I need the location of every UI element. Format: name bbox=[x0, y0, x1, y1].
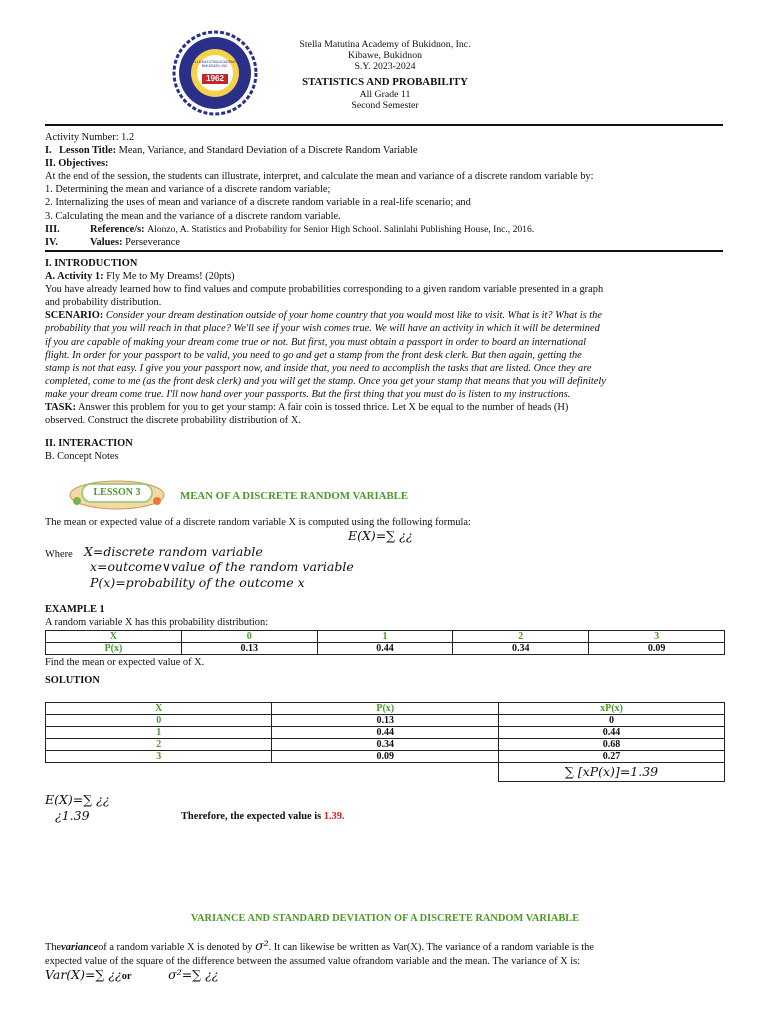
table-cell: 3 bbox=[589, 631, 725, 643]
table-cell: P(x) bbox=[46, 643, 182, 655]
subject-title: STATISTICS AND PROBABILITY bbox=[302, 75, 468, 88]
table-cell: 0.44 bbox=[317, 643, 453, 655]
task-line: TASK: Answer this problem for you to get your stamp: A fair coin is tossed thrice. Let X be equal to the number of heads (H) bbox=[45, 402, 569, 414]
table-cell: 2 bbox=[46, 739, 272, 751]
table-cell: 0.68 bbox=[499, 739, 725, 751]
table-cell: 0.34 bbox=[272, 739, 499, 751]
example-question: Find the mean or expected value of X. bbox=[45, 657, 205, 668]
lesson-title: MEAN OF A DISCRETE RANDOM VARIABLE bbox=[180, 490, 409, 502]
task-text: observed. Construct the discrete probability distribution of X. bbox=[45, 415, 301, 427]
lesson-title-line: I. Lesson Title: Mean, Variance, and Standard Deviation of a Discrete Random Variable bbox=[45, 145, 418, 157]
school-year: S.Y. 2023-2024 bbox=[354, 61, 416, 73]
probability-table bbox=[45, 630, 725, 655]
table-cell: 1 bbox=[317, 631, 453, 643]
lesson-badge-label: LESSON 3 bbox=[93, 487, 141, 498]
section-divider bbox=[45, 250, 723, 252]
where-definition: X=discrete random variable bbox=[84, 544, 263, 559]
variance-definition: Thevarianceof a random variable X is denoted by σ². It can likewise be written as Var(X). The variance of a random variable is the bbox=[45, 938, 594, 953]
introduction-heading: I. INTRODUCTION bbox=[45, 258, 138, 269]
table-cell: 0.09 bbox=[272, 751, 499, 763]
where-definition: x=outcome∨value of the random variable bbox=[90, 559, 354, 574]
lesson-badge bbox=[68, 477, 166, 511]
table-cell: 0.09 bbox=[589, 643, 725, 655]
where-definition: P(x)=probability of the outcome x bbox=[90, 575, 305, 590]
scenario-text: if you are capable of making your dream come true or not. But first, you must obtain a passport in order to board an international bbox=[45, 336, 587, 348]
table-cell: 0.27 bbox=[499, 751, 725, 763]
scenario-text: probability that you will reach in that place? We'll see if your wish comes true. We will have an activity in which it will be determined bbox=[45, 323, 600, 335]
intro-paragraph-cont: and probability distribution. bbox=[45, 297, 162, 309]
school-location: Kibawe, Bukidnon bbox=[347, 50, 422, 62]
objectives-intro: At the end of the session, the students can illustrate, interpret, and calculate the mean and variance of a discrete random variable by: bbox=[45, 171, 594, 183]
where-label: Where bbox=[45, 549, 73, 560]
concept-notes: B. Concept Notes bbox=[45, 451, 119, 463]
solution-heading: SOLUTION bbox=[45, 675, 100, 686]
table-cell: 2 bbox=[453, 631, 589, 643]
table-cell: X bbox=[46, 703, 272, 715]
interaction-heading: II. INTERACTION bbox=[45, 438, 133, 449]
table-cell: 0.13 bbox=[181, 643, 317, 655]
table-cell: 0.44 bbox=[272, 727, 499, 739]
example-text: A random variable X has this probability distribution: bbox=[45, 617, 269, 628]
objective-item: 3. Calculating the mean and the variance of a discrete random variable. bbox=[45, 210, 341, 222]
objective-item: 2. Internalizing the uses of mean and variance of a discrete random variable in a real-life scenario; and bbox=[45, 197, 471, 209]
solution-table bbox=[45, 702, 725, 782]
table-cell: 0.44 bbox=[499, 727, 725, 739]
semester: Second Semester bbox=[351, 99, 419, 111]
variance-title: VARIANCE AND STANDARD DEVIATION OF A DISCRETE RANDOM VARIABLE bbox=[190, 913, 580, 924]
table-cell: 3 bbox=[46, 751, 272, 763]
table-cell: 0.13 bbox=[272, 715, 499, 727]
example-heading: EXAMPLE 1 bbox=[45, 604, 105, 615]
reference-line: III. Reference/s: Alonzo, A. Statistics and Probability for Senior High School. Salinlahi Publishing House, Inc., 2016. bbox=[45, 223, 535, 235]
objectives-label: II. Objectives: bbox=[45, 158, 109, 170]
scenario-line: SCENARIO: Consider your dream destination outside of your home country that you would most like to visit. What is it? What is the bbox=[45, 310, 602, 322]
seal-text: STELLA MATUTINA ACADEMY OF BUKIDNON, INC. bbox=[188, 60, 242, 68]
expected-value-conclusion: Therefore, the expected value is 1.39. bbox=[181, 811, 345, 822]
expected-value-formula: E(X)=∑ ¿¿ bbox=[45, 792, 110, 807]
table-cell: 1 bbox=[46, 727, 272, 739]
mean-formula: E(X)=∑ ¿¿ bbox=[348, 528, 413, 543]
expected-value-result: ¿1.39 bbox=[55, 808, 90, 823]
values-line: IV. Values: Perseverance bbox=[45, 236, 180, 248]
table-cell: 0.34 bbox=[453, 643, 589, 655]
seal-year: 1962 bbox=[206, 74, 224, 83]
table-cell: P(x) bbox=[272, 703, 499, 715]
variance-definition-cont: expected value of the square of the difference between the assumed value ofrandom variable and the mean. The variance of X is: bbox=[45, 956, 581, 967]
scenario-text: make your dream come true. I'll now hand over your passports. But the first thing that you must do is listen to my instructions. bbox=[45, 388, 571, 400]
mean-definition: The mean or expected value of a discrete random variable X is computed using the following formula: bbox=[45, 517, 471, 528]
table-cell: 0 bbox=[46, 715, 272, 727]
table-cell: 0 bbox=[499, 715, 725, 727]
table-cell: xP(x) bbox=[499, 703, 725, 715]
header-divider bbox=[45, 124, 723, 126]
activity-number: Activity Number: 1.2 bbox=[45, 132, 135, 143]
table-sum-cell: ∑ [xP(x)]=1.39 bbox=[499, 763, 725, 782]
intro-paragraph: You have already learned how to find values and compute probabilities corresponding to a given random variable presented in a graph bbox=[45, 284, 604, 296]
scenario-text: stamp is not that easy. I give you your passport now, and inside that, you need to accomplish the tasks that are listed. Once they are bbox=[45, 362, 592, 374]
variance-formulas: Var(X)=∑ ¿¿or σ²=∑ ¿¿ bbox=[45, 967, 219, 982]
objective-item: 1. Determining the mean and variance of a discrete random variable; bbox=[45, 184, 331, 196]
table-cell: X bbox=[46, 631, 182, 643]
scenario-text: flight. In order for your passport to be valid, you need to go and get a stamp from the front desk clerk. But then again, getting the bbox=[45, 349, 582, 361]
school-name: Stella Matutina Academy of Bukidnon, Inc. bbox=[299, 39, 471, 50]
scenario-text: completed, come to me (as the front desk clerk) and you will get the stamp. Once you get your stamp that means that you will definitely bbox=[45, 375, 606, 387]
activity-line: A. Activity 1: Fly Me to My Dreams! (20pts) bbox=[45, 271, 235, 283]
table-cell: 0 bbox=[181, 631, 317, 643]
grade-level: All Grade 11 bbox=[359, 88, 411, 100]
